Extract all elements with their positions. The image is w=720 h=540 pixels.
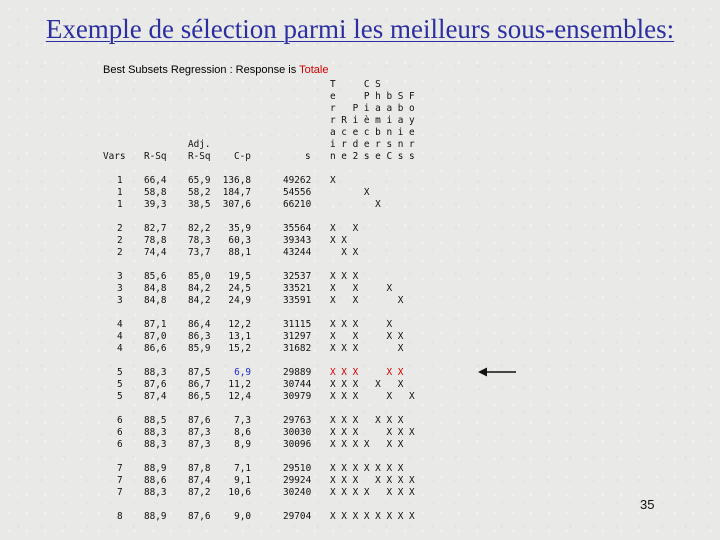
cell-adj-rsq: 85,9 bbox=[188, 343, 211, 354]
cell-cp: 8,6 bbox=[234, 427, 251, 438]
cell-vars: 1 bbox=[117, 187, 123, 198]
predictor-label-line: n e 2 s e C s s bbox=[330, 151, 415, 162]
cell-cp: 60,3 bbox=[228, 235, 251, 246]
cell-s: 30096 bbox=[283, 439, 312, 450]
slide-title: Exemple de sélection parmi les meilleurs sous-ensembles: bbox=[45, 14, 675, 44]
cell-vars: 5 bbox=[117, 367, 123, 378]
cell-cp: 24,9 bbox=[228, 295, 251, 306]
cell-s: 31682 bbox=[283, 343, 312, 354]
cell-vars: 3 bbox=[117, 283, 123, 294]
cell-cp: 12,2 bbox=[228, 319, 251, 330]
cell-rsq: 58,8 bbox=[144, 187, 167, 198]
cell-rsq: 87,1 bbox=[144, 319, 167, 330]
cell-adj-rsq: 87,4 bbox=[188, 475, 211, 486]
cell-pattern: X X X X X X X bbox=[330, 487, 415, 498]
cell-cp: 136,8 bbox=[222, 175, 251, 186]
col-header-adj-line2: R-Sq bbox=[188, 151, 211, 162]
cell-vars: 3 bbox=[117, 271, 123, 282]
cell-vars: 4 bbox=[117, 343, 123, 354]
cell-rsq: 82,7 bbox=[144, 223, 167, 234]
cell-pattern: X X X X X X X bbox=[330, 463, 404, 474]
cell-rsq: 88,5 bbox=[144, 415, 167, 426]
cell-pattern: X X bbox=[330, 247, 359, 258]
cell-adj-rsq: 73,7 bbox=[188, 247, 211, 258]
cell-s: 30030 bbox=[283, 427, 312, 438]
cell-pattern: X X X X X X X X bbox=[330, 511, 415, 522]
cell-s: 66210 bbox=[283, 199, 312, 210]
cell-rsq: 88,9 bbox=[144, 463, 167, 474]
cell-s: 29510 bbox=[283, 463, 312, 474]
cell-rsq: 87,0 bbox=[144, 331, 167, 342]
cell-pattern: X X X X bbox=[330, 319, 393, 330]
cell-rsq: 88,6 bbox=[144, 475, 167, 486]
cell-pattern: X bbox=[330, 199, 381, 210]
cell-vars: 7 bbox=[117, 475, 123, 486]
cell-adj-rsq: 78,3 bbox=[188, 235, 211, 246]
cell-rsq: 78,8 bbox=[144, 235, 167, 246]
cell-cp: 10,6 bbox=[228, 487, 251, 498]
cell-cp: 7,3 bbox=[234, 415, 251, 426]
cell-cp: 9,0 bbox=[234, 511, 251, 522]
cell-cp: 6,9 bbox=[234, 367, 251, 378]
cell-pattern: X bbox=[330, 187, 370, 198]
cell-s: 30744 bbox=[283, 379, 312, 390]
cell-s: 30240 bbox=[283, 487, 312, 498]
cell-vars: 8 bbox=[117, 511, 123, 522]
cell-pattern: X X X X bbox=[330, 343, 404, 354]
cell-rsq: 88,9 bbox=[144, 511, 167, 522]
predictor-label-line: a c e c b n i e bbox=[330, 127, 415, 138]
cell-cp: 9,1 bbox=[234, 475, 251, 486]
cell-s: 30979 bbox=[283, 391, 312, 402]
cell-vars: 6 bbox=[117, 439, 123, 450]
cell-rsq: 86,6 bbox=[144, 343, 167, 354]
cell-cp: 8,9 bbox=[234, 439, 251, 450]
predictor-label-line: e P h b S F bbox=[330, 91, 415, 102]
cell-s: 35564 bbox=[283, 223, 312, 234]
cell-vars: 1 bbox=[117, 175, 123, 186]
col-header-s: s bbox=[305, 151, 311, 162]
col-header-rsq: R-Sq bbox=[144, 151, 167, 162]
highlight-arrow-icon bbox=[478, 366, 518, 378]
cell-rsq: 88,3 bbox=[144, 427, 167, 438]
cell-pattern: X X X X X X bbox=[330, 415, 404, 426]
cell-adj-rsq: 86,4 bbox=[188, 319, 211, 330]
cell-adj-rsq: 85,0 bbox=[188, 271, 211, 282]
cell-pattern: X X X X X X bbox=[330, 427, 415, 438]
heading-response: Totale bbox=[299, 64, 329, 76]
cell-s: 31115 bbox=[283, 319, 312, 330]
cell-vars: 2 bbox=[117, 235, 123, 246]
cell-pattern: X X X X X X X bbox=[330, 475, 415, 486]
cell-s: 54556 bbox=[283, 187, 312, 198]
cell-s: 29763 bbox=[283, 415, 312, 426]
cell-adj-rsq: 87,2 bbox=[188, 487, 211, 498]
cell-s: 32537 bbox=[283, 271, 312, 282]
cell-rsq: 74,4 bbox=[144, 247, 167, 258]
cell-vars: 2 bbox=[117, 247, 123, 258]
cell-adj-rsq: 58,2 bbox=[188, 187, 211, 198]
cell-s: 29889 bbox=[283, 367, 312, 378]
cell-vars: 7 bbox=[117, 487, 123, 498]
cell-rsq: 85,6 bbox=[144, 271, 167, 282]
cell-cp: 35,9 bbox=[228, 223, 251, 234]
cell-pattern: X X X X bbox=[330, 331, 404, 342]
cell-rsq: 84,8 bbox=[144, 283, 167, 294]
heading-prefix: Best Subsets Regression : Response bbox=[103, 64, 289, 76]
cell-vars: 4 bbox=[117, 319, 123, 330]
cell-cp: 24,5 bbox=[228, 283, 251, 294]
cell-pattern: X X X bbox=[330, 271, 359, 282]
cell-vars: 4 bbox=[117, 331, 123, 342]
cell-rsq: 66,4 bbox=[144, 175, 167, 186]
cell-pattern: X X bbox=[330, 223, 359, 234]
cell-pattern: X X X X X bbox=[330, 379, 404, 390]
page-number: 35 bbox=[640, 497, 655, 512]
predictor-label-line: T C S bbox=[330, 79, 381, 90]
cell-adj-rsq: 87,5 bbox=[188, 367, 211, 378]
cell-cp: 19,5 bbox=[228, 271, 251, 282]
cell-pattern: X bbox=[330, 175, 336, 186]
cell-cp: 15,2 bbox=[228, 343, 251, 354]
col-header-vars: Vars bbox=[103, 151, 126, 162]
cell-adj-rsq: 84,2 bbox=[188, 283, 211, 294]
cell-vars: 6 bbox=[117, 427, 123, 438]
cell-pattern: X X X X X bbox=[330, 367, 404, 378]
cell-vars: 7 bbox=[117, 463, 123, 474]
cell-adj-rsq: 86,5 bbox=[188, 391, 211, 402]
cell-cp: 307,6 bbox=[222, 199, 251, 210]
cell-rsq: 39,3 bbox=[144, 199, 167, 210]
cell-rsq: 88,3 bbox=[144, 487, 167, 498]
cell-s: 43244 bbox=[283, 247, 312, 258]
cell-rsq: 88,3 bbox=[144, 439, 167, 450]
predictor-label-line: i r d e r s n r bbox=[330, 139, 415, 150]
cell-adj-rsq: 84,2 bbox=[188, 295, 211, 306]
predictor-label-line: r P i a a b o bbox=[330, 103, 415, 114]
cell-cp: 11,2 bbox=[228, 379, 251, 390]
cell-adj-rsq: 86,7 bbox=[188, 379, 211, 390]
cell-rsq: 87,6 bbox=[144, 379, 167, 390]
cell-adj-rsq: 86,3 bbox=[188, 331, 211, 342]
cell-s: 49262 bbox=[283, 175, 312, 186]
predictor-label-line: r R i è m i a y bbox=[330, 115, 415, 126]
cell-s: 29704 bbox=[283, 511, 312, 522]
cell-rsq: 88,3 bbox=[144, 367, 167, 378]
cell-cp: 88,1 bbox=[228, 247, 251, 258]
cell-adj-rsq: 65,9 bbox=[188, 175, 211, 186]
cell-vars: 5 bbox=[117, 391, 123, 402]
cell-adj-rsq: 87,6 bbox=[188, 511, 211, 522]
cell-adj-rsq: 38,5 bbox=[188, 199, 211, 210]
cell-s: 33591 bbox=[283, 295, 312, 306]
cell-pattern: X X bbox=[330, 235, 347, 246]
col-header-adj-line1: Adj. bbox=[188, 139, 211, 150]
cell-cp: 7,1 bbox=[234, 463, 251, 474]
col-header-cp: C-p bbox=[234, 151, 251, 162]
cell-vars: 5 bbox=[117, 379, 123, 390]
cell-s: 33521 bbox=[283, 283, 312, 294]
cell-vars: 3 bbox=[117, 295, 123, 306]
heading-is: is bbox=[288, 64, 300, 76]
cell-pattern: X X X X X X bbox=[330, 439, 404, 450]
cell-vars: 1 bbox=[117, 199, 123, 210]
cell-s: 31297 bbox=[283, 331, 312, 342]
cell-pattern: X X X bbox=[330, 295, 404, 306]
cell-adj-rsq: 87,3 bbox=[188, 427, 211, 438]
cell-adj-rsq: 87,8 bbox=[188, 463, 211, 474]
cell-vars: 6 bbox=[117, 415, 123, 426]
cell-cp: 13,1 bbox=[228, 331, 251, 342]
cell-adj-rsq: 87,3 bbox=[188, 439, 211, 450]
cell-s: 39343 bbox=[283, 235, 312, 246]
cell-cp: 12,4 bbox=[228, 391, 251, 402]
cell-pattern: X X X bbox=[330, 283, 393, 294]
cell-pattern: X X X X X bbox=[330, 391, 415, 402]
cell-adj-rsq: 87,6 bbox=[188, 415, 211, 426]
cell-rsq: 87,4 bbox=[144, 391, 167, 402]
cell-cp: 184,7 bbox=[222, 187, 251, 198]
cell-s: 29924 bbox=[283, 475, 312, 486]
cell-adj-rsq: 82,2 bbox=[188, 223, 211, 234]
cell-vars: 2 bbox=[117, 223, 123, 234]
cell-rsq: 84,8 bbox=[144, 295, 167, 306]
